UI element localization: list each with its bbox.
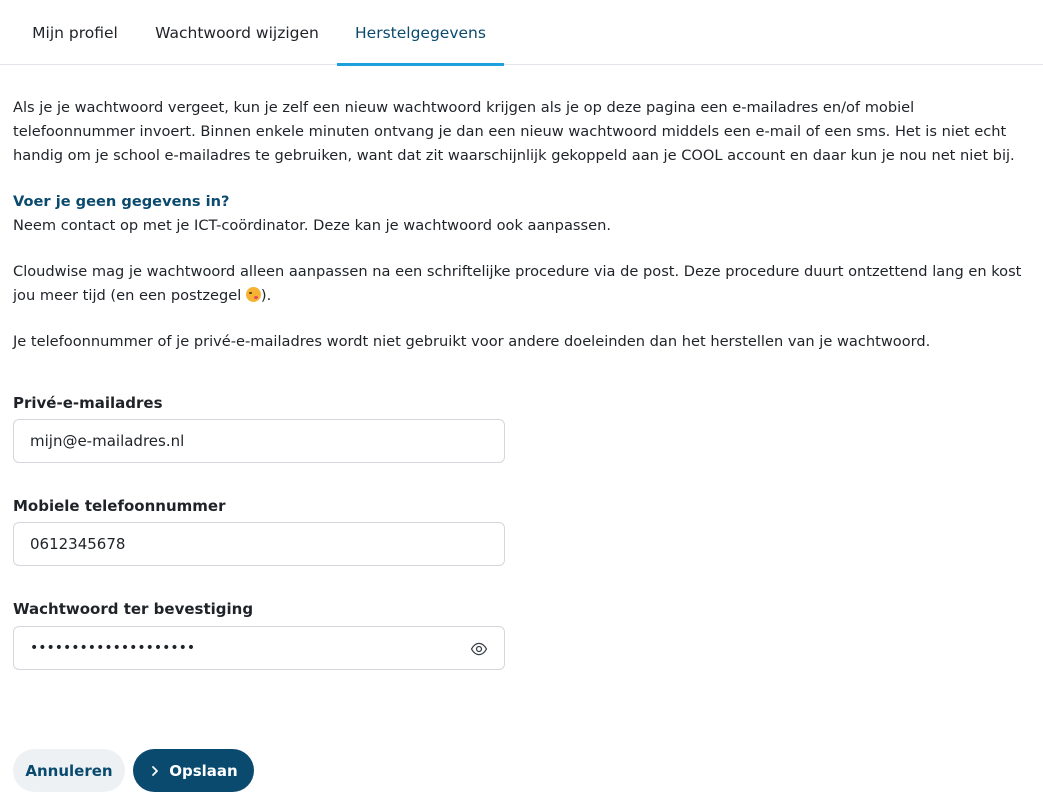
- subheading: Voer je geen gegevens in?: [13, 193, 230, 210]
- info-text: [13, 96, 1033, 354]
- contact-paragraph: Neem contact op met je ICT-coördinator. Deze kan je wachtwoord ook aanpassen.: [13, 217, 611, 234]
- cancel-button[interactable]: Annuleren: [13, 749, 125, 792]
- intro-paragraph: Als je je wachtwoord vergeet, kun je zelf een nieuw wachtwoord krijgen als je op deze pagina een e-mailadres en/of mobiel telefoonnummer invoert. Binnen enkele minuten ontvang je dan een nieuw wachtwoord middels een e-mail of een sms. Het is niet echt handig om je school e-mailadres te gebruiken, want dat zit waarschijnlijk gekoppeld aan je COOL account en daar kun je nou net niet bij.: [13, 99, 1015, 164]
- phone-field[interactable]: [30, 535, 488, 553]
- cloudwise-text: Cloudwise mag je wachtwoord alleen aanpassen na een schriftelijke procedure via de post. Deze procedure duurt ontzettend lang en kost jou meer tijd (en een postzegel: [13, 263, 1022, 304]
- tab-my-profile[interactable]: Mijn profiel: [32, 23, 118, 42]
- phone-field-wrapper: [13, 522, 505, 566]
- save-button-label: Opslaan: [169, 761, 238, 780]
- eye-icon[interactable]: [470, 640, 488, 658]
- tab-change-password[interactable]: Wachtwoord wijzigen: [155, 23, 319, 42]
- save-button[interactable]: [133, 749, 254, 792]
- password-field-wrapper: [13, 626, 505, 670]
- cloudwise-text-end: ).: [260, 287, 272, 304]
- phone-label: Mobiele telefoonnummer: [13, 497, 226, 515]
- email-label: Privé-e-mailadres: [13, 394, 163, 412]
- password-label: Wachtwoord ter bevestiging: [13, 600, 254, 618]
- tab-bar: [0, 0, 1043, 65]
- tab-recovery-details[interactable]: Herstelgegevens: [337, 0, 504, 65]
- privacy-paragraph: Je telefoonnummer of je privé-e-mailadres wordt niet gebruikt voor andere doeleinden dan het herstellen van je wachtwoord.: [13, 333, 931, 350]
- password-field[interactable]: [30, 640, 488, 656]
- chevron-right-icon: [149, 765, 161, 777]
- email-field[interactable]: [30, 432, 488, 450]
- email-field-wrapper: [13, 419, 505, 463]
- wink-emoji-icon: [246, 287, 261, 302]
- cloudwise-paragraph: [13, 260, 1033, 308]
